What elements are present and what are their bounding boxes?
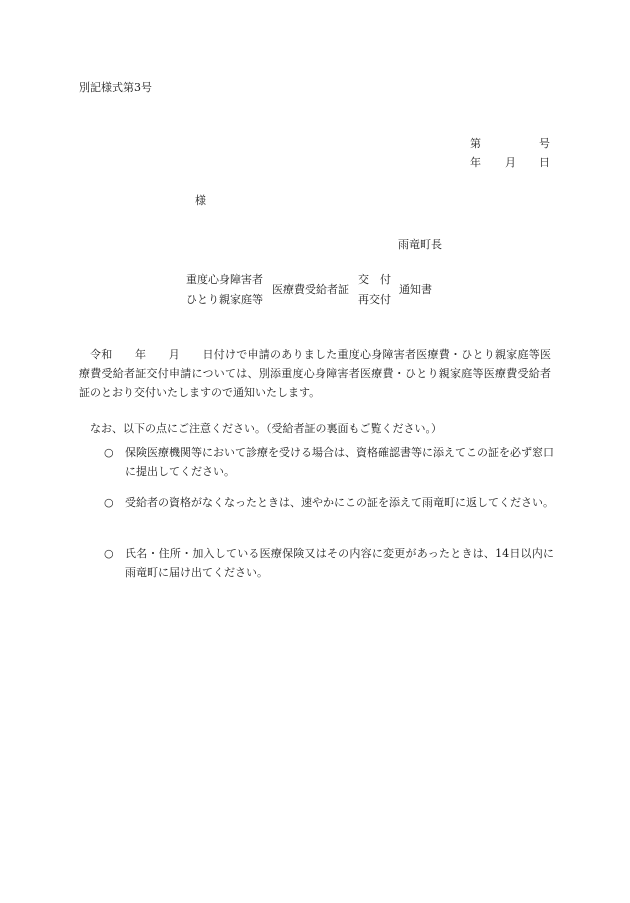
sender: 雨竜町長 [398, 238, 442, 251]
circle-bullet-icon: ○ [104, 547, 114, 560]
date-month: 月 [505, 156, 516, 169]
issue-date [470, 155, 550, 171]
note-text: 保険医療機関等において診療を受ける場合は、資格確認書等に添えてこの証を必ず窓口に提出してください。 [125, 446, 554, 478]
title-suffix: 通知書 [399, 283, 432, 296]
notes-intro: なお、以下の点にご注意ください。（受給者証の裏面もご覧ください。） [90, 422, 442, 435]
document-number-prefix: 第 [470, 137, 481, 150]
body-paragraph: 令和 年 月 日付けで申請のありました重度心身障害者医療費・ひとり親家庭等医療費受給者証交付申請については、別添重度心身障害者医療費・ひとり親家庭等医療費受給者証のとおり交付いたしますので通知いたします。 [79, 348, 551, 399]
circle-bullet-icon: ○ [104, 446, 114, 459]
title-middle: 医療費受給者証 [272, 283, 349, 296]
date-day: 日 [539, 156, 550, 169]
title-line2-right: 再交付 [358, 293, 391, 306]
form-number: 別記様式第3号 [79, 81, 152, 94]
note-item [104, 493, 554, 512]
addressee: 様 [195, 194, 206, 207]
title-line1-right: 交 付 [358, 273, 391, 286]
document-number-suffix: 号 [539, 137, 550, 150]
note-item [104, 544, 554, 582]
title-line2-left: ひとり親家庭等 [186, 293, 263, 306]
circle-bullet-icon: ○ [104, 496, 114, 509]
date-year: 年 [470, 156, 481, 169]
note-text: 受給者の資格がなくなったときは、速やかにこの証を添えて雨竜町に返してください。 [125, 496, 554, 509]
note-item [104, 443, 554, 481]
note-text: 氏名・住所・加入している医療保険又はその内容に変更があったときは、14日以内に雨竜町に届け出てください。 [125, 547, 554, 579]
title-line1-left: 重度心身障害者 [186, 273, 263, 286]
